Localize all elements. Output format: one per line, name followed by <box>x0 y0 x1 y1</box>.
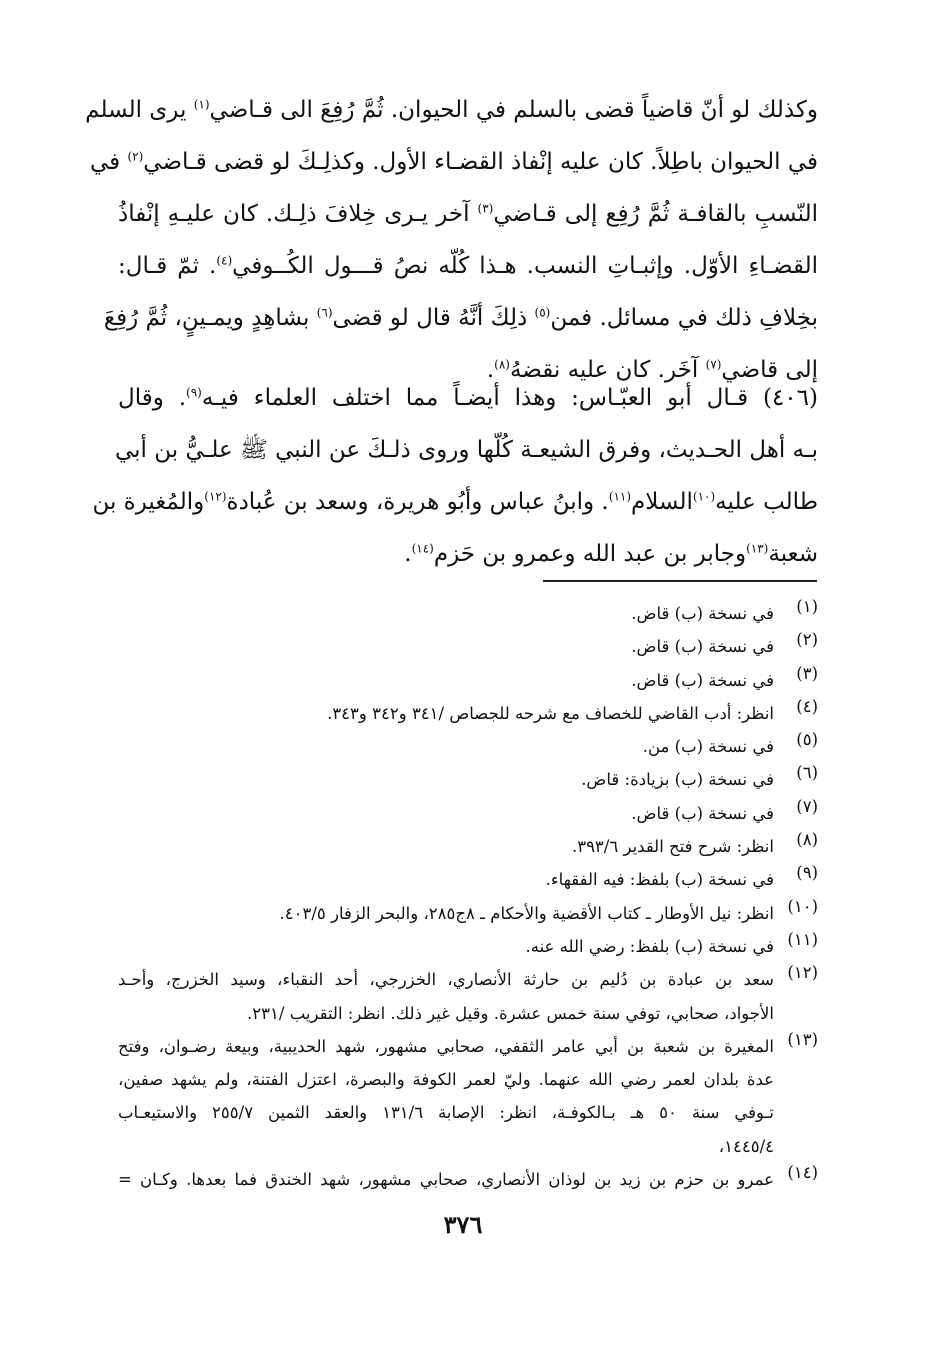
text-line: وكذلك لو أنّ قاضياً قضى بالسلم في الحيوان. ثُمَّ رُفِعَ الى قـاضي$^{(١)}$ يرى السلم <box>85 97 818 123</box>
footnote-text: في نسخة (ب) قاض. <box>631 637 774 657</box>
footnote-number: (١١) <box>787 929 818 949</box>
footnote-divider <box>543 580 817 582</box>
text-line: بخِلافِ ذلك في مسائل. فمن$^{(٥)}$ ذلِكَ أنَّهُ قال لو قضى$^{(٦)}$ بشاهِدٍ ويمـينٍ، ثُمَّ رُفِعَ <box>103 305 818 331</box>
footnote-number: (٨) <box>796 830 818 850</box>
footnote-number: (٩) <box>796 863 818 883</box>
footnote-text: في نسخة (ب) بلفظ: فيه الفقهاء. <box>545 870 774 890</box>
footnote <box>118 863 818 896</box>
footnote <box>118 897 818 930</box>
footnote-text: عمرو بن حزم بن زيد بن لوذان الأنصاري، صحابي مشهور، شهد الخندق فما بعدها. وكـان = <box>118 1170 774 1190</box>
footnote <box>118 597 818 630</box>
footnote <box>118 630 818 663</box>
footnote-text: الأجواد، صحابي، توفي سنة خمس عشرة. وقيل غير ذلك. انظر: التقريب /٢٣١. <box>247 1003 774 1023</box>
footnote-ref: (١٢) <box>204 489 227 504</box>
footnote <box>118 763 818 796</box>
footnote-ref: (١) <box>193 97 210 112</box>
footnote-text: ١٤٤٥/٤، <box>718 1136 774 1156</box>
footnote <box>118 664 818 697</box>
footnote-number: (٥) <box>796 730 818 750</box>
footnote <box>118 830 818 863</box>
footnote-text: في نسخة (ب) قاض. <box>631 604 774 623</box>
paragraph-1 <box>85 84 819 396</box>
footnote-ref: (٥) <box>534 305 551 320</box>
footnote-text: انظر: شرح فتح القدير ٣٩٣/٦. <box>571 837 774 857</box>
footnote-number: (٦) <box>796 763 818 783</box>
footnote-ref: (١٠) <box>692 489 716 504</box>
footnote-text: انظر: نيل الأوطار ـ كتاب الأقضية والأحكام ـ ٨ج٢٨٥، والبحر الزفار ٤٠٣/٥. <box>279 903 774 923</box>
footnote-ref: (١٣) <box>746 541 769 556</box>
footnote-ref: (٣) <box>477 201 494 216</box>
text-line: بـه أهل الحـديث، وفرق الشيعـة كُلّها وروى ذلـكَ عن النبي ﷺ علـيُّ بن أبي <box>114 437 818 463</box>
footnote-text: في نسخة (ب) بزيادة: قاض. <box>581 770 774 790</box>
footnote-text: في نسخة (ب) قاض. <box>631 803 774 823</box>
footnote-ref: (٧) <box>705 357 722 372</box>
footnote-ref: (٦) <box>316 305 333 320</box>
text-line: النّسبِ بالقافـة ثُمَّ رُفِع إلى قـاضي$^{(٣)}$ آخر يـرى خِلافَ ذلِـك. كان عليـهِ إنْفاذُ <box>118 201 818 227</box>
footnote <box>118 963 818 1030</box>
footnote-number: (٢) <box>796 630 818 650</box>
page-number: ٣٧٦ <box>443 1210 483 1239</box>
footnote <box>118 1163 818 1196</box>
footnote <box>118 930 818 963</box>
footnote-text: في نسخة (ب) بلفظ: رضي الله عنه. <box>525 936 774 956</box>
footnote-text: في نسخة (ب) من. <box>642 737 774 757</box>
footnote-text: في نسخة (ب) قاض. <box>631 670 774 690</box>
footnote-number: (١) <box>796 597 818 616</box>
footnote-ref: (١٤) <box>411 541 434 556</box>
footnote-ref: (٤) <box>216 253 233 268</box>
footnote-number: (١٢) <box>787 963 818 983</box>
paragraph-2 <box>92 372 818 580</box>
footnote <box>118 797 818 830</box>
text-line: (٤٠٦) قـال أبو العبّـاس: وهذا أيضـاً مما اختلف العلماء فيـه$^{(٩)}$. وقال <box>118 385 818 411</box>
footnote-number: (١٣) <box>787 1029 818 1049</box>
footnote-ref: (٨) <box>494 357 510 372</box>
footnote <box>118 730 818 763</box>
text-line: شعبة$^{(١٣)}$وجابر بن عبد الله وعمرو بن حَزم$^{(١٤)}$. <box>404 541 818 567</box>
footnote-text: تـوفي سنة ٥٠ هـ بـالكوفـة، انظر: الإصابة ١٣١/٦ والعقد الثمين ٢٥٥/٧ والاستيعـاب <box>118 1103 774 1123</box>
footnote-number: (١٠) <box>787 896 818 916</box>
footnote-number: (٤) <box>796 696 818 716</box>
footnote-text: انظر: أدب القاضي للخصاف مع شرحه للجصاص /٣٤١ و٣٤٢ و٣٤٣. <box>327 703 774 723</box>
footnote-ref: (٢) <box>127 149 144 164</box>
footnote-text: المغيرة بن شعبة بن أبي عامر الثقفي، صحابي مشهور، شهد الحديبية، وبيعة رضـوان، وفتح <box>118 1036 774 1056</box>
text-line: القضـاءِ الأوّل. وإثبـاتِ النسب. هـذا كُلّه نصُ قـــول الكُــوفي$^{(٤)}$. ثمّ قـال: <box>118 253 819 279</box>
footnote-ref: (٩) <box>186 385 202 400</box>
footnote-number: (٧) <box>796 796 818 816</box>
text-line: إلى قاضي$^{(٧)}$ آخَر. كان عليه نقضهُ$^{(٨)}$. <box>486 357 818 383</box>
text-line: طالب عليه$^{(١٠)}$السلام$^{(١١)}$. وابنُ عباس وأبُو هريرة، وسعد بن عُبادة$^{(١٢)}$والمُغيرة بن <box>92 489 818 515</box>
footnotes <box>118 597 818 1196</box>
footnote-ref: (١١) <box>608 489 632 504</box>
footnote-number: (٣) <box>796 663 818 683</box>
footnote <box>118 697 818 730</box>
footnote-number: (١٤) <box>787 1163 818 1183</box>
text-line: في الحيوان باطِلاً. كان عليه إنْفاذ القضـاء الأول. وكذلِـكَ لو قضى قـاضي$^{(٢)}$ في <box>89 149 818 175</box>
footnote-text: عدة بلدان لعمر رضي الله عنهما. وليّ لعمر الكوفة والبصرة، اعتزل الفتنة، ولم يشهد صفين، <box>118 1070 774 1090</box>
footnote-text: سعد بن عبادة بن دُليم بن حارثة الأنصاري، الخزرجي، أحد النقباء، وسيد الخزرج، وأحـد <box>118 970 774 990</box>
footnote <box>118 1030 818 1163</box>
